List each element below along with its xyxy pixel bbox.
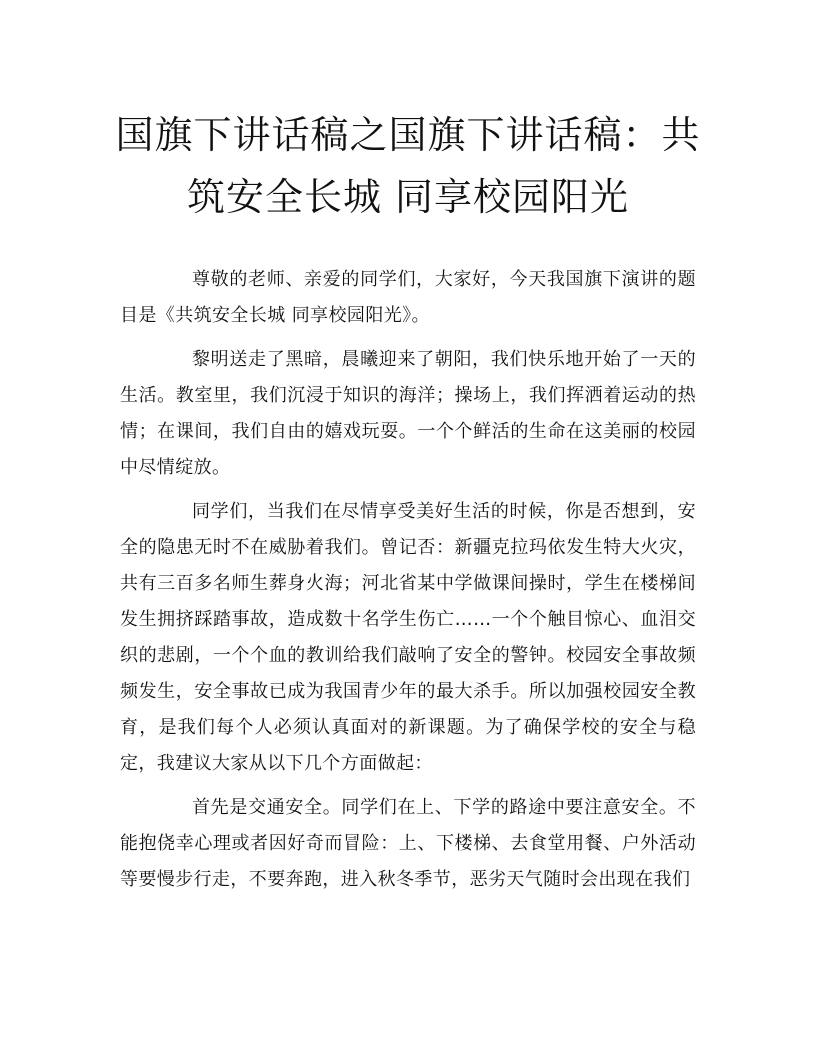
paragraph-safety-hazards: 同学们，当我们在尽情享受美好生活的时候，你是否想到，安全的隐患无时不在威胁着我们。曾记否：新疆克拉玛依发生特大火灾，共有三百多名师生葬身火海；河北省某中学做课间操时，学生在楼梯间发生拥挤踩踏事故，造成数十名学生伤亡……一个个触目惊心、血泪交织的悲剧，一个个血的教训给我们敲响了安全的警钟。校园安全事故频频发生，安全事故已成为我国青少年的最大杀手。所以加强校园安全教育，是我们每个人必须认真面对的新课题。为了确保学校的安全与稳定，我建议大家从以下几个方面做起： — [120, 501, 696, 774]
document-body — [120, 262, 696, 906]
paragraph-traffic-safety: 首先是交通安全。同学们在上、下学的路途中要注意安全。不能抱侥幸心理或者因好奇而冒险：上、下楼梯、去食堂用餐、户外活动等要慢步行走，不要奔跑，进入秋冬季节，恶劣天气随时会出现在我们 — [120, 797, 696, 890]
paragraph-greeting: 尊敬的老师、亲爱的同学们，大家好，今天我国旗下演讲的题目是《共筑安全长城 同享校园阳光》。 — [120, 269, 696, 326]
document-title: 国旗下讲话稿之国旗下讲话稿：共筑安全长城 同享校园阳光 — [115, 113, 701, 219]
paragraph-morning: 黎明送走了黑暗，晨曦迎来了朝阳，我们快乐地开始了一天的生活。教室里，我们沉浸于知识的海洋；操场上，我们挥洒着运动的热情；在课间，我们自由的嬉戏玩耍。一个个鲜活的生命在这美丽的校园中尽情绽放。 — [120, 349, 696, 478]
